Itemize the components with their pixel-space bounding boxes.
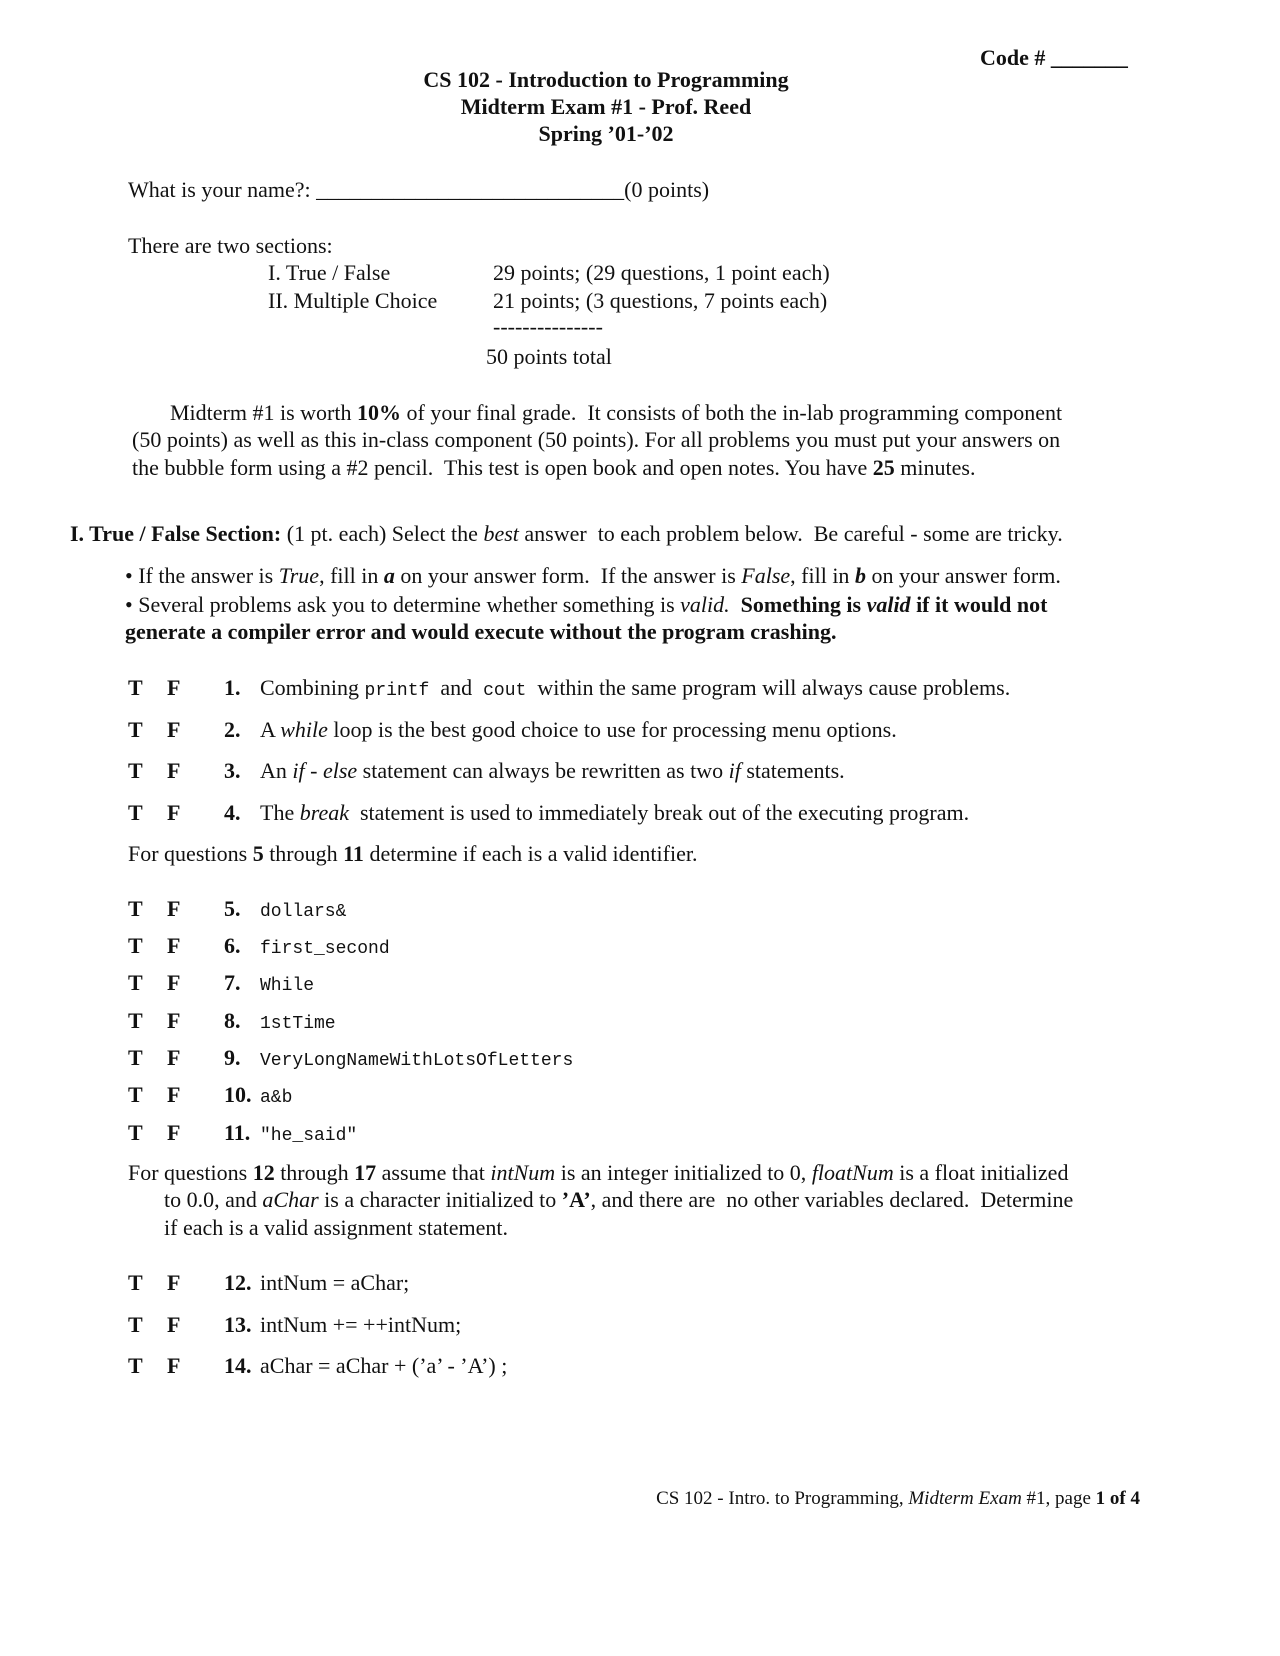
section-points: 29 points; (29 questions, 1 point each) bbox=[493, 260, 830, 285]
question-text bbox=[260, 716, 897, 744]
bullet-line bbox=[125, 562, 1061, 590]
question-number: 9. bbox=[224, 1045, 241, 1070]
text-run: assume that bbox=[376, 1160, 491, 1185]
text-run: is a float initialized bbox=[893, 1160, 1069, 1185]
text-run: 17 bbox=[354, 1160, 377, 1185]
text-run: False bbox=[741, 563, 791, 588]
text-run: 1stTime bbox=[260, 1014, 336, 1034]
course-title: CS 102 - Introduction to Programming bbox=[423, 67, 789, 92]
question-text bbox=[260, 1119, 357, 1150]
true-option[interactable]: T bbox=[128, 1082, 143, 1107]
question-number: 4. bbox=[224, 800, 241, 825]
text-run: aChar bbox=[262, 1187, 319, 1212]
text-run: a bbox=[383, 563, 395, 588]
false-option[interactable]: F bbox=[167, 675, 181, 700]
question-number: 1. bbox=[224, 675, 241, 700]
text-run: For questions bbox=[128, 841, 253, 866]
text-run: floatNum bbox=[811, 1160, 894, 1185]
text-run: determine if each is a valid identifier. bbox=[363, 841, 698, 866]
text-run bbox=[730, 592, 741, 617]
false-option[interactable]: F bbox=[167, 1045, 181, 1070]
text-run: , fill in bbox=[319, 563, 384, 588]
text-run: True bbox=[278, 563, 320, 588]
true-option[interactable]: T bbox=[128, 758, 143, 783]
question-text bbox=[260, 895, 346, 926]
section-points: 21 points; (3 questions, 7 points each) bbox=[493, 288, 828, 313]
question-number: 6. bbox=[224, 933, 241, 958]
text-run: A bbox=[260, 717, 281, 742]
false-option[interactable]: F bbox=[167, 1008, 181, 1033]
text-run: Combining bbox=[260, 675, 365, 700]
false-option[interactable]: F bbox=[167, 1120, 181, 1145]
text-run: loop is the best good choice to use for processing menu options. bbox=[327, 717, 897, 742]
question-text bbox=[260, 1311, 461, 1339]
false-option[interactable]: F bbox=[167, 1270, 181, 1295]
question-text bbox=[260, 799, 969, 827]
false-option[interactable]: F bbox=[167, 758, 181, 783]
text-run: best bbox=[483, 521, 519, 546]
text-run: is a character initialized to bbox=[318, 1187, 562, 1212]
true-option[interactable]: T bbox=[128, 896, 143, 921]
text-run: For questions bbox=[128, 1160, 253, 1185]
points-total: 50 points total bbox=[486, 344, 612, 369]
section-name: II. Multiple Choice bbox=[268, 288, 438, 313]
text-run: while bbox=[280, 717, 328, 742]
text-run: "he_said" bbox=[260, 1126, 358, 1146]
text-run: • Several problems ask you to determine whether something is bbox=[125, 592, 681, 617]
text-run: intNum += ++intNum; bbox=[260, 1312, 462, 1337]
text-run: Midterm #1 is worth bbox=[170, 400, 357, 425]
text-run: and bbox=[429, 675, 484, 700]
section-heading bbox=[70, 520, 1063, 548]
assignment-instructions-line bbox=[164, 1186, 1073, 1214]
text-run: answer to each problem below. Be careful - some are tricky. bbox=[518, 521, 1063, 546]
false-option[interactable]: F bbox=[167, 1312, 181, 1337]
text-run: statement is used to immediately break out of the executing program. bbox=[348, 800, 970, 825]
true-option[interactable]: T bbox=[128, 717, 143, 742]
text-run: b bbox=[854, 563, 866, 588]
text-run: An bbox=[260, 758, 293, 783]
question-number: 7. bbox=[224, 970, 241, 995]
page-footer bbox=[656, 1485, 1140, 1513]
question-text bbox=[260, 1007, 336, 1038]
text-run: (50 points) as well as this in-class component (50 points). For all problems you must put your answers on bbox=[132, 427, 1061, 452]
identifier-instructions bbox=[128, 840, 697, 868]
text-run: 12 bbox=[252, 1160, 275, 1185]
text-run: within the same program will always cause problems. bbox=[526, 675, 1011, 700]
text-run: 5 bbox=[252, 841, 264, 866]
name-field-line: What is your name?: ____________________________(0 points) bbox=[128, 177, 710, 202]
exam-title: Midterm Exam #1 - Prof. Reed bbox=[460, 94, 752, 119]
false-option[interactable]: F bbox=[167, 970, 181, 995]
intro-paragraph-line bbox=[132, 454, 975, 482]
text-run: The bbox=[260, 800, 300, 825]
question-text bbox=[260, 1352, 507, 1380]
intro-paragraph-line bbox=[132, 426, 1060, 454]
question-number: 11. bbox=[224, 1120, 251, 1145]
text-run: CS 102 - Intro. to Programming, bbox=[656, 1488, 909, 1509]
text-run: the bubble form using a #2 pencil. This test is open book and open notes. You have bbox=[132, 455, 873, 480]
text-run: Something is bbox=[740, 592, 867, 617]
question-number: 2. bbox=[224, 717, 241, 742]
intro-paragraph-line bbox=[170, 399, 1062, 427]
text-run: through bbox=[263, 841, 344, 866]
text-run: to 0.0, and bbox=[164, 1187, 263, 1212]
sections-intro: There are two sections: bbox=[128, 233, 333, 258]
text-run: minutes. bbox=[894, 455, 976, 480]
question-text bbox=[260, 1081, 292, 1112]
text-run: 10% bbox=[357, 400, 401, 425]
text-run: printf bbox=[364, 681, 430, 701]
true-option[interactable]: T bbox=[128, 1045, 143, 1070]
text-run: of your final grade. It consists of both the in-lab programming component bbox=[401, 400, 1063, 425]
text-run: valid bbox=[866, 592, 911, 617]
text-run: is an integer initialized to 0, bbox=[555, 1160, 812, 1185]
text-run: intNum = aChar; bbox=[260, 1270, 410, 1295]
text-run: generate a compiler error and would execute without the program crashing. bbox=[125, 619, 837, 644]
text-run: Midterm Exam bbox=[908, 1488, 1022, 1509]
false-option[interactable]: F bbox=[167, 1353, 181, 1378]
question-number: 8. bbox=[224, 1008, 241, 1033]
text-run: break bbox=[299, 800, 349, 825]
text-run: if - else bbox=[292, 758, 358, 783]
true-option[interactable]: T bbox=[128, 675, 143, 700]
section-name: I. True / False bbox=[268, 260, 391, 285]
text-run: first_second bbox=[260, 939, 390, 959]
true-option[interactable]: T bbox=[128, 800, 143, 825]
assignment-instructions-line bbox=[128, 1159, 1068, 1187]
text-run: 1 of 4 bbox=[1095, 1488, 1140, 1509]
true-option[interactable]: T bbox=[128, 1312, 143, 1337]
text-run: statement can always be rewritten as two bbox=[357, 758, 729, 783]
question-text bbox=[260, 932, 390, 963]
text-run: • If the answer is bbox=[125, 563, 279, 588]
question-number: 3. bbox=[224, 758, 241, 783]
false-option[interactable]: F bbox=[167, 1082, 181, 1107]
text-run: 25 bbox=[872, 455, 895, 480]
text-run: on your answer form. bbox=[865, 563, 1061, 588]
term-title: Spring ’01-’02 bbox=[538, 121, 674, 146]
question-text bbox=[260, 757, 845, 785]
text-run: 11 bbox=[343, 841, 364, 866]
question-number: 5. bbox=[224, 896, 241, 921]
false-option[interactable]: F bbox=[167, 717, 181, 742]
text-run: (1 pt. each) Select the bbox=[281, 521, 484, 546]
code-number-field: Code # _______ bbox=[980, 45, 1128, 70]
bullet-line bbox=[125, 618, 836, 646]
assignment-instructions-line bbox=[164, 1214, 508, 1242]
question-number: 13. bbox=[224, 1312, 252, 1337]
question-number: 10. bbox=[224, 1082, 252, 1107]
question-text bbox=[260, 674, 1010, 705]
true-option[interactable]: T bbox=[128, 933, 143, 958]
text-run: valid. bbox=[680, 592, 730, 617]
text-run: if each is a valid assignment statement. bbox=[164, 1215, 508, 1240]
question-text bbox=[260, 1269, 409, 1297]
true-option[interactable]: T bbox=[128, 1008, 143, 1033]
separator: --------------- bbox=[493, 314, 603, 339]
false-option[interactable]: F bbox=[167, 896, 181, 921]
text-run: #1, page bbox=[1021, 1488, 1096, 1509]
text-run: on your answer form. If the answer is bbox=[394, 563, 742, 588]
text-run: , and there are no other variables declared. Determine bbox=[590, 1187, 1074, 1212]
question-number: 14. bbox=[224, 1353, 252, 1378]
false-option[interactable]: F bbox=[167, 933, 181, 958]
text-run: VeryLongNameWithLotsOfLetters bbox=[260, 1051, 574, 1071]
text-run: statements. bbox=[740, 758, 845, 783]
question-text bbox=[260, 969, 314, 1000]
text-run: , fill in bbox=[790, 563, 855, 588]
text-run: dollars& bbox=[260, 902, 347, 922]
text-run: While bbox=[260, 976, 315, 996]
bullet-line bbox=[125, 591, 1047, 619]
false-option[interactable]: F bbox=[167, 800, 181, 825]
text-run: ’A’ bbox=[561, 1187, 591, 1212]
text-run: aChar = aChar + (’a’ - ’A’) ; bbox=[260, 1353, 508, 1378]
text-run: a&b bbox=[260, 1088, 293, 1108]
text-run: if bbox=[728, 758, 741, 783]
true-option[interactable]: T bbox=[128, 970, 143, 995]
true-option[interactable]: T bbox=[128, 1270, 143, 1295]
text-run: cout bbox=[483, 681, 527, 701]
text-run: I. True / False Section: bbox=[70, 521, 282, 546]
text-run: through bbox=[274, 1160, 355, 1185]
true-option[interactable]: T bbox=[128, 1120, 143, 1145]
question-number: 12. bbox=[224, 1270, 252, 1295]
text-run: if it would not bbox=[910, 592, 1048, 617]
true-option[interactable]: T bbox=[128, 1353, 143, 1378]
question-text bbox=[260, 1044, 573, 1075]
text-run: intNum bbox=[490, 1160, 556, 1185]
